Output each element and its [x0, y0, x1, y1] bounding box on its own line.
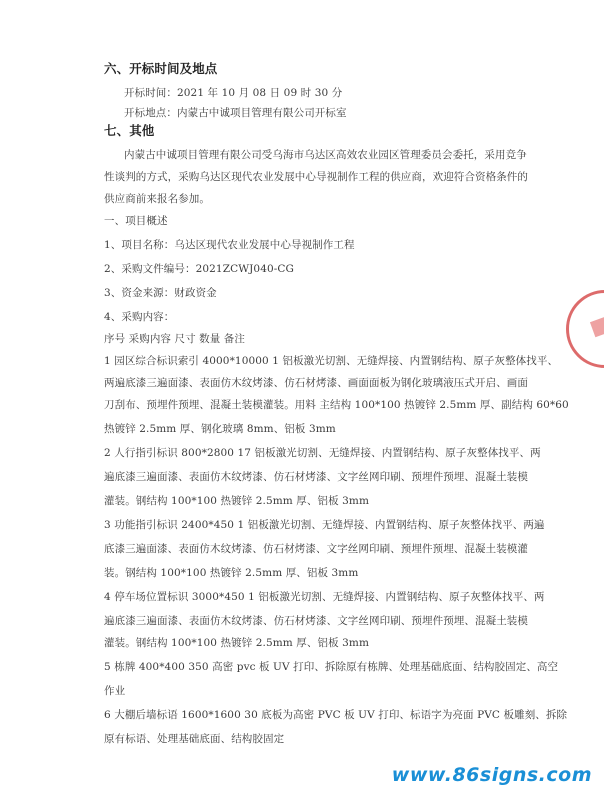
item-2-line: 灌装。钢结构 100*100 热镀锌 2.5mm 厚、铝板 3mm [104, 495, 370, 507]
document-number: 2、采购文件编号：2021ZCWJ040-CG [104, 263, 295, 275]
intro-line: 性谈判的方式，采购乌达区现代农业发展中心导视制作工程的供应商，欢迎符合资格条件的 [104, 171, 528, 183]
item-2-line: 遍底漆三遍面漆、表面仿木纹烤漆、仿石材烤漆、文字丝网印刷、预埋件预埋、混凝土装模 [104, 471, 528, 483]
item-2-line: 2 人行指引标识 800*2800 17 铝板激光切割、无缝焊接、内置钢结构、原子灰整体找平、两 [104, 447, 541, 459]
fund-source: 3、资金来源：财政资金 [104, 287, 217, 299]
item-1-line: 热镀锌 2.5mm 厚、钢化玻璃 8mm、铝板 3mm [104, 423, 336, 435]
section-7-heading: 七、其他 [104, 123, 155, 138]
item-3-line: 3 功能指引标识 2400*450 1 铝板激光切割、无缝焊接、内置钢结构、原子灰整体找平、两遍 [104, 519, 545, 531]
project-name: 1、项目名称：乌达区现代农业发展中心导视制作工程 [104, 239, 355, 251]
intro-line: 供应商前来报名参加。 [104, 193, 210, 205]
item-3-line: 底漆三遍面漆、表面仿木纹烤漆、仿石材烤漆、文字丝网印刷、预埋件预埋、混凝土装模灌 [104, 543, 528, 555]
item-5-line: 作业 [104, 685, 126, 697]
opening-place: 开标地点：内蒙古中诚项目管理有限公司开标室 [124, 107, 347, 119]
item-1-line: 1 园区综合标识索引 4000*10000 1 铝板激光切割、无缝焊接、内置钢结构、原子灰整体找平、 [104, 355, 559, 367]
item-6-line: 原有标语、处理基础底面、结构胶固定 [104, 733, 285, 745]
item-1-line: 刀刮布、预埋件预埋、混凝土装模灌装。用料 主结构 100*100 热镀锌 2.5mm 厚、副结构 60*60 [104, 399, 569, 411]
table-header: 序号 采购内容 尺寸 数量 备注 [104, 333, 245, 345]
intro-line: 内蒙古中诚项目管理有限公司受乌海市乌达区高效农业园区管理委员会委托，采用竞争 [124, 149, 527, 161]
item-4-line: 灌装。钢结构 100*100 热镀锌 2.5mm 厚、铝板 3mm [104, 637, 370, 649]
item-6-line: 6 大棚后墙标语 1600*1600 30 底板为高密 PVC 板 UV 打印、标语字为亮面 PVC 板雕刻、拆除 [104, 709, 568, 721]
section-6-heading: 六、开标时间及地点 [104, 61, 218, 76]
item-1-line: 两遍底漆三遍面漆、表面仿木纹烤漆、仿石材烤漆、画面面板为钢化玻璃液压式开启、画面 [104, 377, 528, 389]
procurement-content: 4、采购内容： [104, 311, 175, 323]
item-4-line: 4 停车场位置标识 3000*450 1 铝板激光切割、无缝焊接、内置钢结构、原子灰整体找平、两 [104, 591, 545, 603]
item-5-line: 5 栋牌 400*400 350 高密 pvc 板 UV 打印、拆除原有栋牌、处理基础底面、结构胶固定、高空 [104, 661, 559, 673]
item-4-line: 遍底漆三遍面漆、表面仿木纹烤漆、仿石材烤漆、文字丝网印刷、预埋件预埋、混凝土装模 [104, 615, 528, 627]
site-watermark: www.86signs.com [391, 764, 592, 786]
opening-time: 开标时间：2021 年 10 月 08 日 09 时 30 分 [124, 87, 343, 99]
item-3-line: 装。钢结构 100*100 热镀锌 2.5mm 厚、铝板 3mm [104, 567, 359, 579]
overview-title: 一、项目概述 [104, 215, 168, 227]
